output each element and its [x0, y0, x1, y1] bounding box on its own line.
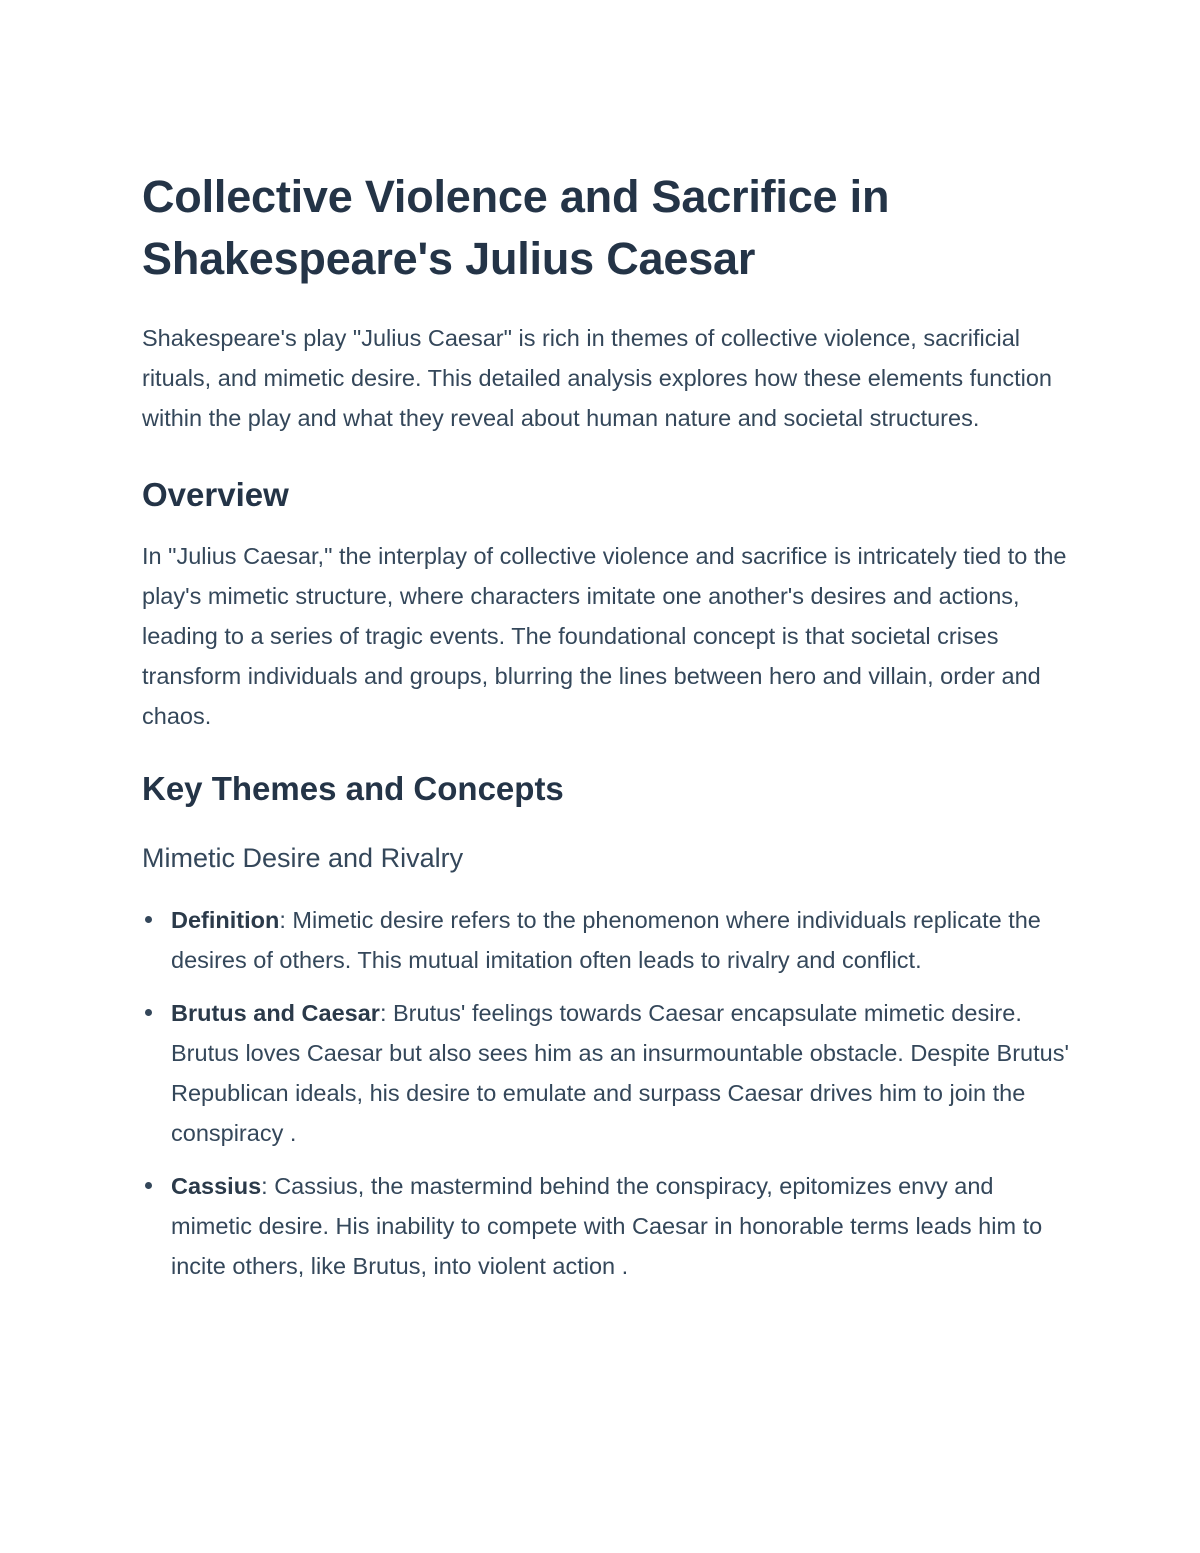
overview-paragraph: In "Julius Caesar," the interplay of collective violence and sacrifice is intricately tied to the play's mimetic structure, where characters imitate one another's desires and actions, leading to a series of tragic events. The foundational concept is that societal crises transform individuals and groups, blurring the lines between hero and villain, order and chaos. [142, 543, 1067, 729]
list-item-text: : Mimetic desire refers to the phenomenon where individuals replicate the desires of others. This mutual imitation often leads to rivalry and conflict. [171, 907, 1041, 973]
list-item [142, 900, 1070, 980]
document-title: Collective Violence and Sacrifice in Shakespeare's Julius Caesar [142, 171, 890, 284]
bullet-icon [145, 1009, 152, 1016]
list-item [142, 1166, 1070, 1286]
list-item [142, 993, 1070, 1153]
list-item-text: : Cassius, the mastermind behind the conspiracy, epitomizes envy and mimetic desire. His inability to compete with Caesar in honorable terms leads him to incite others, like Brutus, into violent action . [171, 1173, 1043, 1279]
bullet-icon [145, 916, 152, 923]
list-item-term: Cassius [171, 1173, 262, 1199]
list-item-text: : Brutus' feelings towards Caesar encapsulate mimetic desire. Brutus loves Caesar but also sees him as an insurmountable obstacle. Despite Brutus' Republican ideals, his desire to emulate and surpass Caesar drives him to join the conspiracy . [171, 1000, 1069, 1146]
subheading-mimetic-desire: Mimetic Desire and Rivalry [142, 843, 464, 873]
bullet-icon [145, 1182, 152, 1189]
section-heading-overview: Overview [142, 476, 289, 513]
themes-bullet-list [142, 900, 1070, 1286]
section-heading-key-themes: Key Themes and Concepts [142, 770, 564, 807]
list-item-term: Definition [171, 907, 280, 933]
list-item-term: Brutus and Caesar [171, 1000, 380, 1026]
intro-paragraph: Shakespeare's play "Julius Caesar" is rich in themes of collective violence, sacrificial rituals, and mimetic desire. This detailed analysis explores how these elements function within the play and what they reveal about human nature and societal structures. [142, 325, 1052, 431]
